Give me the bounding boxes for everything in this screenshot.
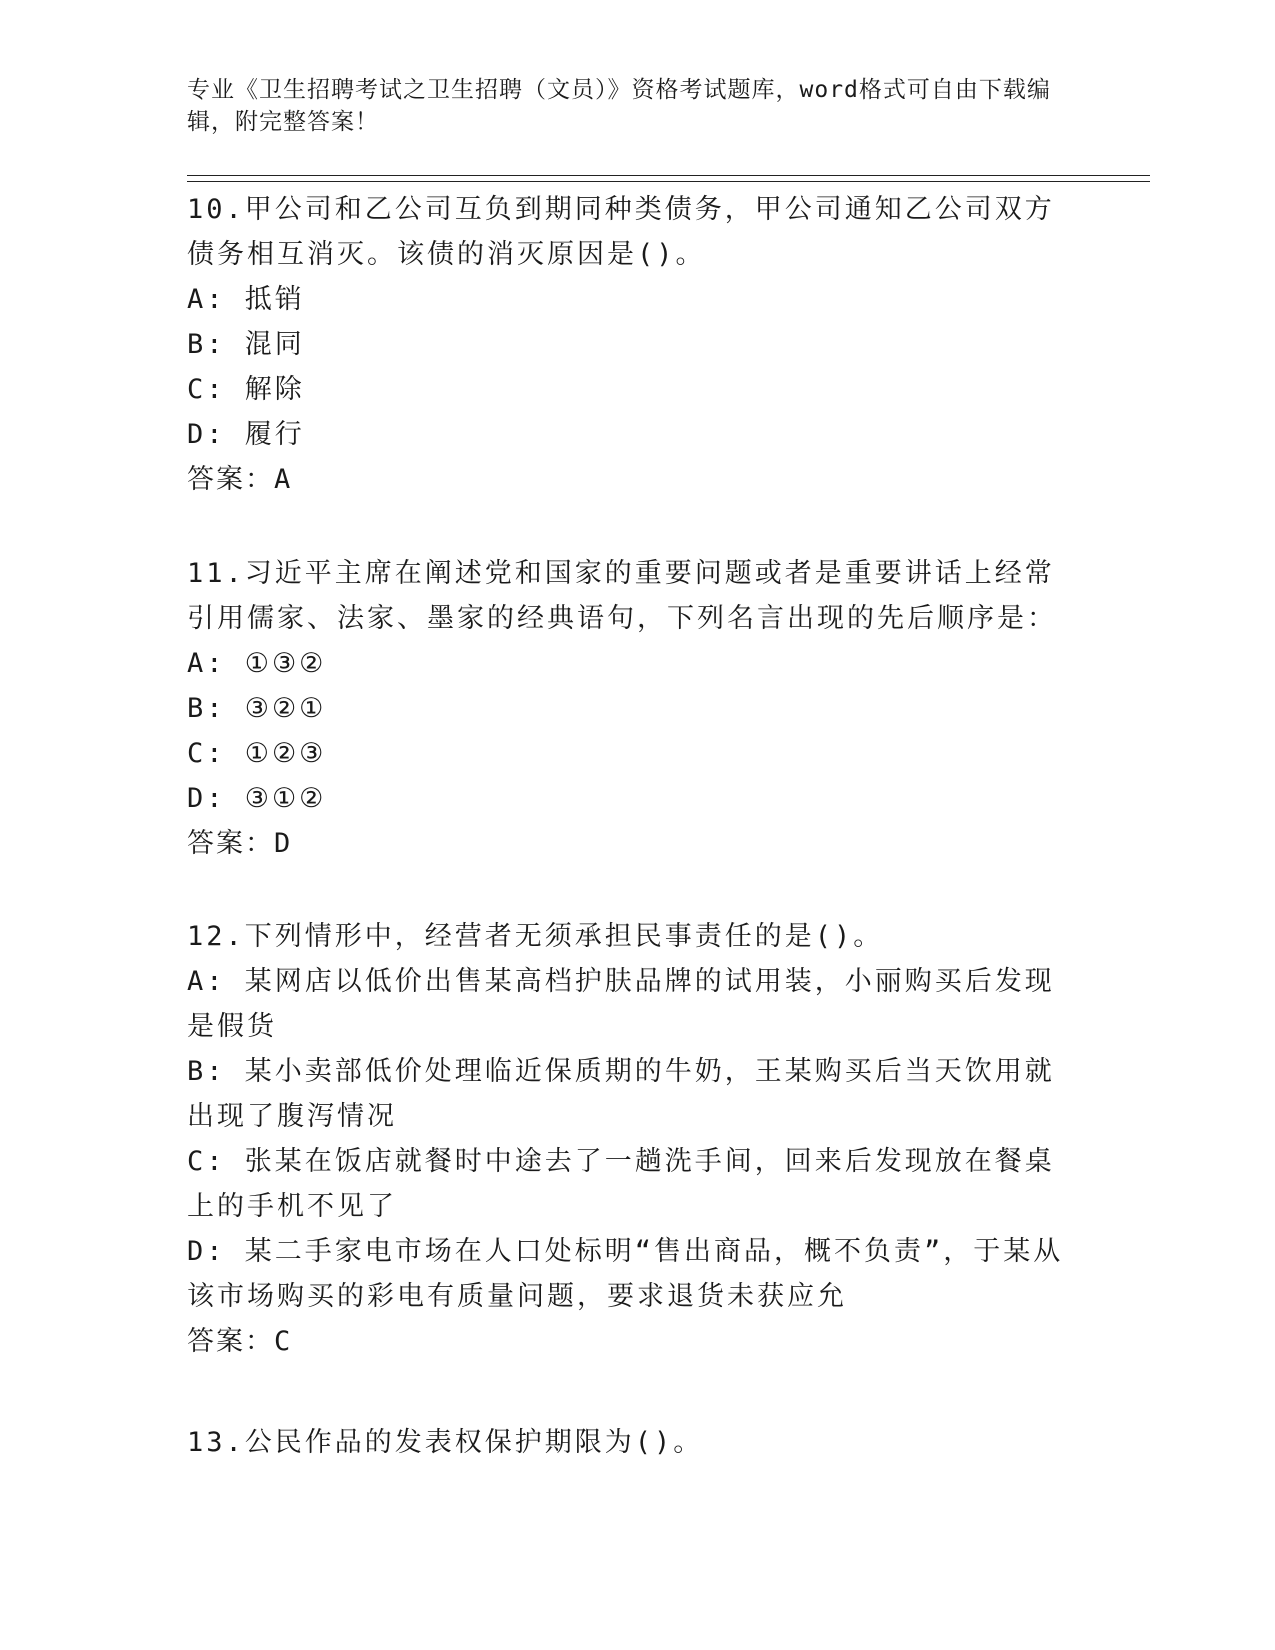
option-d: D: 某二手家电市场在人口处标明“售出商品，概不负责”，于某从该市场购买的彩电有质量问题，要求退货未获应允 — [187, 1236, 1064, 1312]
option-a: A: 某网店以低价出售某高档护肤品牌的试用装，小丽购买后发现是假货 — [187, 966, 1055, 1042]
header-divider-top — [187, 175, 1150, 176]
document-header: 专业《卫生招聘考试之卫生招聘（文员）》资格考试题库，word格式可自由下载编辑，附完整答案！ — [187, 77, 1051, 135]
question-13 — [187, 1420, 1077, 1465]
question-10 — [187, 187, 1077, 502]
option-b: B: ③②① — [187, 693, 327, 724]
option-a: A: ①③② — [187, 648, 327, 679]
option-b: B: 混同 — [187, 329, 305, 360]
question-stem: 12.下列情形中，经营者无须承担民事责任的是()。 — [187, 921, 884, 952]
option-c: C: ①②③ — [187, 738, 327, 769]
option-a: A: 抵销 — [187, 284, 305, 315]
option-b: B: 某小卖部低价处理临近保质期的牛奶，王某购买后当天饮用就出现了腹泻情况 — [187, 1056, 1055, 1132]
question-12 — [187, 914, 1077, 1364]
option-c: C: 解除 — [187, 374, 305, 405]
option-c: C: 张某在饭店就餐时中途去了一趟洗手间，回来后发现放在餐桌上的手机不见了 — [187, 1146, 1055, 1222]
answer: 答案：C — [187, 1326, 293, 1357]
question-11 — [187, 551, 1077, 866]
option-d: D: 履行 — [187, 419, 305, 450]
question-stem: 11.习近平主席在阐述党和国家的重要问题或者是重要讲话上经常引用儒家、法家、墨家的经典语句，下列名言出现的先后顺序是： — [187, 558, 1057, 634]
option-d: D: ③①② — [187, 783, 327, 814]
question-stem: 10.甲公司和乙公司互负到期同种类债务，甲公司通知乙公司双方债务相互消灭。该债的消灭原因是()。 — [187, 194, 1055, 270]
answer: 答案：A — [187, 464, 293, 495]
answer: 答案：D — [187, 828, 293, 859]
header-divider-bottom — [187, 181, 1150, 182]
question-stem: 13.公民作品的发表权保护期限为()。 — [187, 1427, 704, 1458]
